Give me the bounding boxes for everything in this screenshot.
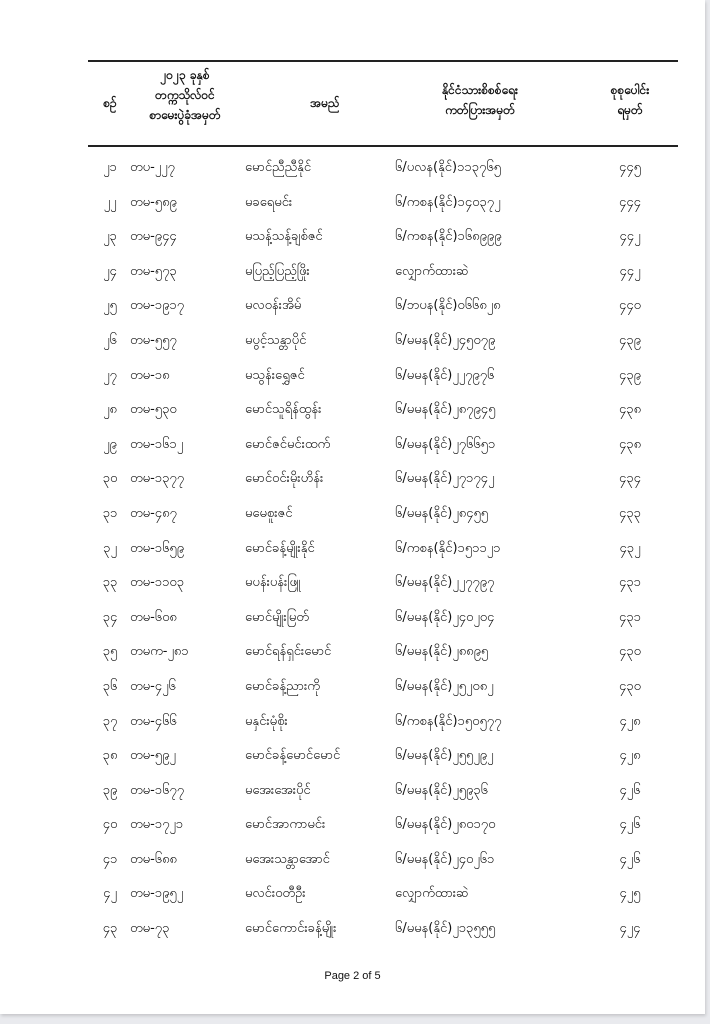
cell-nrc: ၆/မမန(နိုင်)၂၈၀၁၇၀: [395, 817, 496, 833]
table-top-rule: [88, 60, 678, 62]
header-roll-number: [130, 65, 240, 125]
cell-no: ၂၃: [103, 229, 117, 245]
table-row: [0, 429, 705, 464]
cell-no: ၃၃: [102, 575, 118, 591]
cell-total: ၄၄၄: [619, 194, 641, 210]
table-row: [0, 221, 705, 256]
table-body: [0, 152, 705, 948]
cell-name: မခရေမင်း: [245, 194, 293, 210]
cell-nrc: ၆/ကစန(နိုင်)၁၅၁၁၂၁: [395, 540, 501, 556]
table-row: [0, 187, 705, 222]
cell-roll: တမ-၁၁၀၃: [130, 575, 185, 591]
cell-no: ၂၁: [103, 160, 117, 175]
table-row: [0, 394, 705, 429]
cell-total: ၄၂၄: [619, 921, 641, 937]
cell-no: ၃၀: [102, 471, 118, 487]
cell-no: ၂၂: [103, 194, 117, 210]
cell-nrc: ၆/မမန(နိုင်)၂၄၅၀၇၉: [395, 332, 496, 348]
page-number: Page 2 of 5: [324, 970, 381, 982]
cell-roll: တမ-၁၉၁၇: [130, 298, 185, 314]
cell-nrc: ၆/ကစန(နိုင်)၁၅၀၅၇၇: [395, 713, 502, 729]
cell-total: ၄၃၉: [619, 332, 641, 348]
header-no: စဉ်: [103, 96, 117, 110]
cell-name: မောင်ကောင်းခန့်မျိုး: [245, 921, 337, 937]
cell-nrc: ၆/မမန(နိုင်)၂၅၉၃၆: [395, 782, 488, 798]
cell-total: ၄၃၂: [619, 540, 641, 556]
cell-nrc: ၆/မမန(နိုင်)၂၄၀၂၀၄: [395, 609, 495, 625]
cell-no: ၄၁: [102, 851, 118, 867]
cell-nrc: ၆/မမန(နိုင်)၂၁၃၅၅၅: [395, 921, 496, 937]
cell-roll: တမ-၁၃၇၇: [130, 471, 185, 487]
table-row: [0, 636, 705, 671]
header-nrc: [405, 80, 555, 120]
cell-no: ၃၉: [102, 782, 118, 798]
cell-nrc: ၆/မမန(နိုင်)၂၇၁၇၄၂: [395, 471, 495, 487]
cell-no: ၃၂: [103, 540, 117, 556]
cell-roll: တပ-၂၂၇: [130, 160, 175, 175]
cell-no: ၂၄: [103, 263, 117, 279]
cell-name: မောင်အာကာမင်း: [245, 817, 326, 833]
cell-roll: တမ-၅၈၉: [130, 194, 177, 210]
cell-nrc: ၆/မမန(နိုင်)၂၅၅၂၉၂: [395, 748, 494, 764]
cell-roll: တမ-၁၉၅၂: [130, 886, 184, 902]
cell-roll: တမ-၆၀၈: [130, 609, 177, 625]
header-name: အမည်: [310, 96, 340, 110]
table-row: [0, 602, 705, 637]
cell-no: ၄၀: [102, 817, 118, 833]
cell-no: ၄၃: [102, 921, 118, 937]
table-row: [0, 360, 705, 395]
table-row: [0, 671, 705, 706]
cell-total: ၄၄၅: [619, 160, 641, 175]
header-roll-line-2: တက္ကသိုလ်ဝင်: [155, 88, 215, 102]
cell-name: မောင်ဇင်မင်းထက်: [245, 436, 331, 452]
cell-no: ၃၄: [102, 609, 118, 625]
cell-name: မောင်ညီညီနိုင်: [245, 160, 312, 175]
cell-no: ၂၆: [103, 332, 117, 348]
table-header-rule: [88, 145, 678, 147]
cell-no: ၂၉: [103, 436, 117, 452]
cell-name: မမေစူးဇင်: [245, 505, 293, 521]
cell-total: ၄၂၆: [619, 782, 641, 798]
cell-total: ၄၄၀: [619, 298, 641, 314]
cell-nrc: ၆/ဘပန(နိုင်)၀၆၆၈၂၈: [395, 298, 501, 314]
cell-nrc: ၆/မမန(နိုင်)၂၅၂၀၈၂: [395, 678, 494, 694]
cell-no: ၃၈: [102, 748, 118, 764]
cell-roll: တမ-၉၄၄: [130, 229, 177, 245]
cell-roll: တမ-၅၅၇: [130, 332, 177, 348]
cell-total: ၄၂၈: [619, 713, 641, 729]
cell-total: ၄၃၉: [619, 367, 641, 383]
cell-total: ၄၃၈: [618, 436, 642, 452]
header-roll-line-1: ၂၀၂၃ ခုနှစ်: [160, 68, 210, 82]
cell-nrc: ၆/မမန(နိုင်)၂၄၀၂၆၁: [395, 851, 495, 867]
cell-name: မနှင်းမုံစိုး: [245, 713, 288, 729]
cell-nrc: ၆/မမန(နိုင်)၂၈၈၉၅: [395, 644, 489, 660]
cell-name: မလဝန်းအိမ်: [245, 298, 302, 314]
cell-roll: တမ-၅၇၃: [130, 263, 177, 279]
cell-nrc: လျှောက်ထားဆဲ: [395, 886, 469, 902]
cell-name: မအေးသန္တာအောင်: [245, 851, 330, 867]
header-total-line-2: ရမှတ်: [617, 103, 643, 117]
cell-no: ၃၇: [102, 713, 118, 729]
cell-total: ၄၃၃: [619, 505, 641, 521]
cell-total: ၄၄၂: [619, 229, 641, 245]
cell-no: ၃၆: [102, 678, 118, 694]
table-row: [0, 740, 705, 775]
cell-total: ၄၂၆: [619, 817, 641, 833]
header-nrc-line-2: ကတ်ပြားအမှတ်: [445, 103, 515, 117]
table-row: [0, 498, 705, 533]
cell-total: ၄၃၁: [619, 609, 641, 625]
cell-roll: တမ-၅၃၀: [130, 402, 177, 418]
header-total-line-1: စုစုပေါင်း: [610, 83, 650, 97]
cell-roll: တမ-၁၆၅၉: [130, 540, 185, 556]
cell-total: ၄၂၅: [619, 886, 641, 902]
cell-name: မောင်သူရိန်ထွန်း: [245, 402, 322, 418]
cell-no: ၂၈: [103, 402, 117, 418]
header-roll-line-3: စာမေးပွဲခုံအမှတ်: [149, 108, 221, 122]
table-row: [0, 878, 705, 913]
table-row: [0, 463, 705, 498]
cell-nrc: လျှောက်ထားဆဲ: [395, 263, 469, 279]
cell-nrc: ၆/ကစန(နိုင်)၁၆၈၉၉၉: [395, 229, 502, 245]
cell-roll: တမ-၅၉၂: [130, 748, 176, 764]
cell-no: ၃၁: [102, 505, 118, 521]
cell-no: ၄၂: [103, 886, 117, 902]
cell-total: ၄၂၆: [619, 851, 641, 867]
cell-roll: တမ-၁၈: [130, 367, 170, 383]
cell-name: မပြည့်ပြည့်ဖြိုး: [245, 263, 310, 279]
cell-roll: တမ-၇၃: [130, 921, 170, 937]
cell-name: မောင်မျိုးမြတ်: [245, 609, 309, 625]
cell-name: မောင်ရန်ရှင်းမောင်: [245, 644, 332, 660]
cell-name: မပန်းပန်းဖြူ: [245, 575, 301, 591]
table-row: [0, 844, 705, 879]
cell-no: ၃၅: [102, 644, 118, 660]
cell-nrc: ၆/မမန(နိုင်)၂၈၇၉၄၅: [395, 402, 496, 418]
cell-name: မောင်ခန့်မောင်မောင်: [245, 748, 341, 764]
cell-name: မောင်ခန့်ညားကို: [245, 678, 321, 694]
cell-name: မအေးအေးပိုင်: [245, 782, 311, 798]
cell-roll: တမ-၁၇၂၁: [130, 817, 184, 833]
cell-total: ၄၃၀: [619, 644, 641, 660]
cell-no: ၂၅: [103, 298, 117, 314]
cell-roll: တမ-၁၆၇၇: [130, 782, 185, 798]
cell-roll: တမ-၄၆၆: [130, 713, 177, 729]
cell-nrc: ၆/မမန(နိုင်)၂၂၇၇၉၇: [395, 575, 495, 591]
cell-no: ၂၇: [103, 367, 117, 383]
cell-nrc: ၆/ကစန(နိုင်)၁၄၀၃၇၂: [395, 194, 501, 210]
table-row: [0, 152, 705, 187]
table-row: [0, 325, 705, 360]
cell-total: ၄၃၄: [619, 471, 641, 487]
cell-name: မလင်းဝတီဦး: [245, 886, 306, 902]
table-row: [0, 290, 705, 325]
header-nrc-line-1: နိုင်ငံသားစိစစ်ရေး: [442, 83, 518, 97]
cell-roll: တမက-၂၈၁: [130, 644, 189, 660]
table-row: [0, 775, 705, 810]
cell-nrc: ၆/မမန(နိုင်)၂၇၆၆၅၁: [395, 436, 496, 452]
cell-name: မသွန်းရွှေဇင်: [245, 367, 305, 383]
cell-roll: တမ-၁၆၁၂: [130, 436, 184, 452]
table-row: [0, 809, 705, 844]
cell-nrc: ၆/မမန(နိုင်)၂၂၇၉၇၆: [395, 367, 495, 383]
cell-total: ၄၃၈: [618, 402, 642, 418]
table-row: [0, 533, 705, 568]
cell-name: မသန့်သန့်ချစ်ဇင်: [245, 229, 323, 245]
cell-nrc: ၆/ပလန(နိုင်)၁၁၃၇၆၅: [395, 160, 501, 175]
cell-total: ၄၃၁: [619, 575, 641, 591]
table-row: [0, 567, 705, 602]
cell-nrc: ၆/မမန(နိုင်)၂၈၄၅၅: [395, 505, 489, 521]
cell-name: မပွင့်သန္တာပိုင်: [245, 332, 307, 348]
table-row: [0, 706, 705, 741]
header-total: [595, 80, 665, 120]
cell-roll: တမ-၆၈၈: [130, 851, 177, 867]
cell-total: ၄၃၀: [619, 678, 641, 694]
cell-roll: တမ-၄၈၇: [130, 505, 177, 521]
cell-total: ၄၂၈: [619, 748, 641, 764]
table-row: [0, 913, 705, 948]
table-row: [0, 256, 705, 291]
cell-total: ၄၄၂: [619, 263, 641, 279]
cell-name: မောင်ဝင်းမိုးဟိန်း: [245, 471, 324, 487]
cell-roll: တမ-၄၂၆: [130, 678, 176, 694]
cell-name: မောင်ခန့်မျိုးနိုင်: [245, 540, 315, 556]
